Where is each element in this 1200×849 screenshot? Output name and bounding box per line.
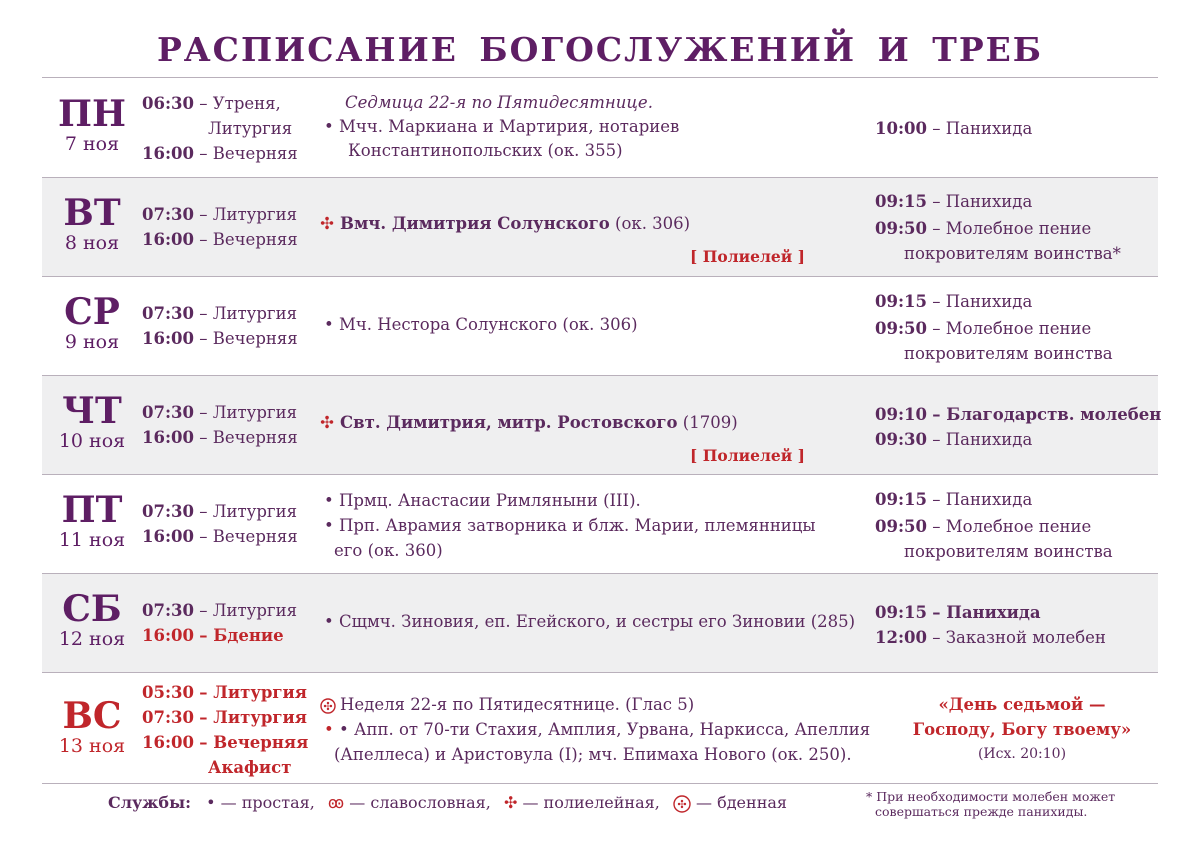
day-row-wed: СР 9 ноя 07:30 – Литургия 16:00 – Вечерняя • Мч. Нестора Солунского (ок. 306) 09:15 – Панихида 09:50 – Молебное пение покровителям воинства [64,291,1113,363]
svg-text:✣: ✣ [323,699,333,713]
day-date: 7 ноя [64,133,120,155]
polyeleos-icon: ✣ [320,413,334,432]
day-cell [42,95,142,155]
day-row-thu: ЧТ 10 ноя 07:30 – Литургия 16:00 – Вечерняя ✣ Свт. Димитрия, митр. Ростовского (1709) [ Полиелей ] 09:10 – Благодарств. молебен 09:30 – Панихида [42,376,1158,474]
day-name: ПН [57,93,126,135]
day-row-mon [42,79,1158,177]
polyeleos-icon: ✣ [503,793,518,812]
divider [42,77,1158,78]
day-row-tue: ВТ 8 ноя 07:30 – Литургия 16:00 – Вечерняя ✣ Вмч. Димитрия Солунского (ок. 306) [ Полиелей ] 09:15 – Панихида 09:50 – Молебное пение покровителям воинства* [42,178,1158,276]
day-row-fri: ПТ 11 ноя 07:30 – Литургия 16:00 – Вечерняя • Прмц. Анастасии Римляныни (III). • Прп. Аврамия затворника и блж. Марии, племянницы его (ок. 360) 09:15 – Панихида 09:50 – Молебное пение покровителям воинства [58,489,1113,561]
day-row-sun: ВС 13 ноя 05:30 – Литургия 07:30 – Литургия 16:00 – Вечерняя Акафист ✣ Неделя 22-я по Пятидесятнице. (Глас 5) • • Апп. от 70-ти Стахия, Амплия, Урвана, Наркисса, Апеллия (Апеллеса) и Аристовула (I); мч. Епимаха Нового (ок. 250). «День седьмой — Господу, Богу твоему» (Исх. 20:10) [42,673,1158,783]
quote: «День седьмой — Господу, Богу твоему» (Исх. 20:10) [912,695,1132,762]
slav-icon: ꙭ [327,793,345,812]
polyeleos-tag: [ Полиелей ] [690,247,806,266]
svg-text:✣: ✣ [677,797,687,811]
trebs: 10:00 – Панихида [875,119,1033,138]
page-title: РАСПИСАНИЕ БОГОСЛУЖЕНИЙ И ТРЕБ [156,30,1043,69]
services: 06:30 – Утреня, Литургия 16:00 – Вечерняя [142,94,298,163]
footnote: * При необходимости молебен может совершаться прежде панихиды. [866,789,1116,819]
day-row-sat: СБ 12 ноя 07:30 – Литургия 16:00 – Бдение • Сщмч. Зиновия, еп. Егейского, и сестры его Зиновии (285) 09:15 – Панихида 12:00 – Заказной молебен [42,574,1158,672]
legend: Службы: • — простая, ꙭ — славословная, ✣ — полиелейная, ✣ — бденная [108,793,787,812]
vigil-icon [673,793,696,812]
vigil-icon [320,692,334,717]
polyeleos-icon: ✣ [320,214,334,233]
saints: Седмица 22-я по Пятидесятнице. • Мчч. Маркиана и Мартирия, нотариев Константинопольских (ок. 355) [324,93,680,160]
